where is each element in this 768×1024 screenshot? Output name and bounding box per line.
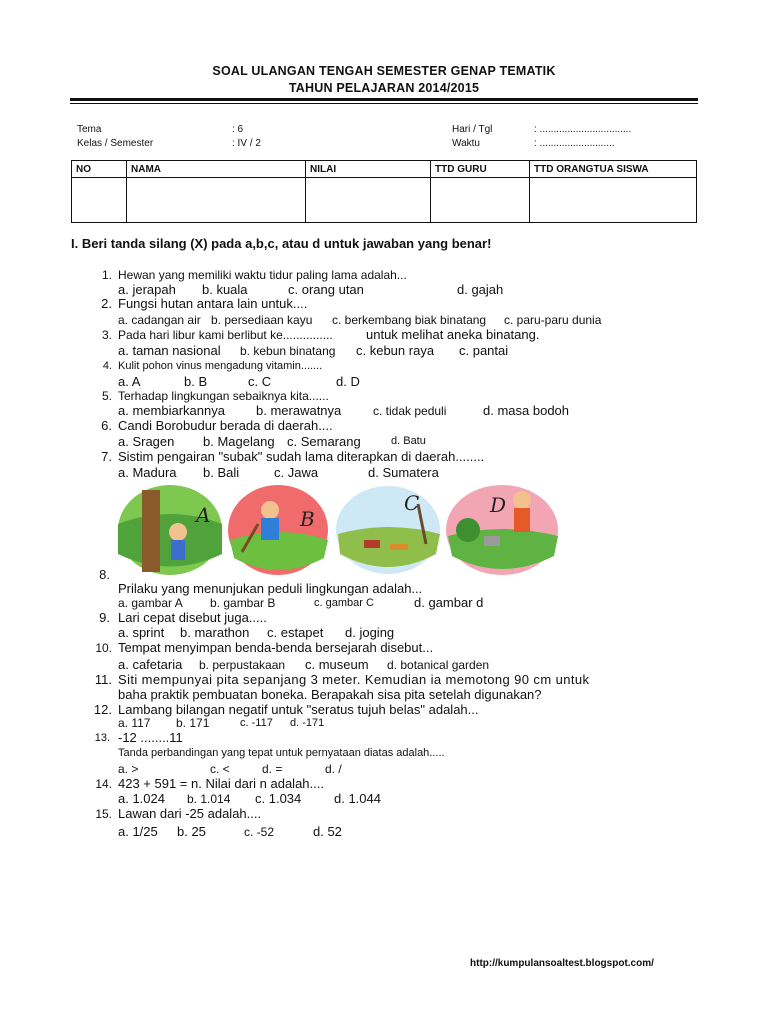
q4-option-c[interactable]: c. C [248, 374, 272, 389]
q9-option-c[interactable]: c. estapet [267, 625, 324, 640]
tema-value: : 6 [232, 124, 244, 135]
q9-option-d[interactable]: d. joging [345, 625, 395, 640]
q11-number: 11. [94, 672, 112, 687]
q1-number: 1. [101, 268, 112, 282]
picture-c-label: C [404, 491, 420, 515]
q13-option-d-eq[interactable]: d. = [262, 762, 283, 776]
q6-option-a[interactable]: a. Sragen [118, 434, 175, 449]
picture-c-trash [364, 540, 380, 548]
q1-option-b[interactable]: b. kuala [202, 282, 248, 297]
q13-option-d[interactable]: d. / [325, 762, 342, 776]
q8-option-d[interactable]: d. gambar d [414, 595, 484, 610]
q10-option-c[interactable]: c. museum [305, 657, 369, 672]
picture-b-child [261, 501, 279, 519]
q15-option-d[interactable]: d. 52 [313, 824, 342, 839]
q2-number: 2. [101, 296, 112, 311]
q6-option-c[interactable]: c. Semarang [287, 434, 361, 449]
q2-option-a[interactable]: a. cadangan air [118, 313, 201, 327]
q9-text: Lari cepat disebut juga..... [118, 610, 267, 625]
hari-label: Hari / Tgl [452, 124, 493, 135]
q2-option-c[interactable]: c. berkembang biak binatang [332, 313, 487, 327]
q14-text: 423 + 591 = n. Nilai dari n adalah.... [118, 776, 324, 791]
q1-option-c[interactable]: c. orang utan [288, 282, 364, 297]
q13-option-a[interactable]: a. > [118, 762, 139, 776]
q12-option-b[interactable]: b. 171 [176, 716, 210, 730]
q12-number: 12. [93, 702, 112, 717]
picture-d-plant [456, 518, 480, 542]
cell-nama[interactable] [127, 178, 306, 223]
picture-a-child-body [171, 540, 185, 560]
picture-a-label: A [196, 503, 211, 527]
picture-d-child [513, 491, 531, 509]
q1-option-a[interactable]: a. jerapah [118, 282, 176, 297]
picture-d-label: D [490, 493, 507, 517]
col-nama: NAMA [127, 161, 306, 178]
tema-label: Tema [77, 124, 102, 135]
q7-option-c[interactable]: c. Jawa [274, 465, 319, 480]
q1-text: Hewan yang memiliki waktu tidur paling lama adalah... [118, 268, 407, 282]
kelas-label: Kelas / Semester [77, 138, 154, 149]
picture-d-child-body [514, 508, 530, 532]
cell-no[interactable] [72, 178, 127, 223]
q2-option-b[interactable]: b. persediaan kayu [211, 313, 313, 327]
picture-c-trash-2 [390, 544, 408, 550]
q5-option-c[interactable]: c. tidak peduli [373, 404, 447, 418]
q14-option-c[interactable]: c. 1.034 [255, 791, 302, 806]
q3-text-b: untuk melihat aneka binatang. [366, 327, 540, 342]
q1-option-d[interactable]: d. gajah [457, 282, 504, 297]
q15-option-c[interactable]: c. -52 [244, 825, 275, 839]
q12-option-d[interactable]: d. -171 [290, 717, 325, 729]
q8-text: Prilaku yang menunjukan peduli lingkungan adalah... [118, 581, 423, 596]
q9-option-b[interactable]: b. marathon [180, 625, 250, 640]
picture-b [228, 485, 328, 575]
picture-b-label: B [300, 507, 315, 531]
q10-number: 10. [95, 641, 112, 655]
q4-text: Kulit pohon vinus mengadung vitamin....... [118, 360, 323, 372]
col-nilai: NILAI [306, 161, 431, 178]
q12-option-a[interactable]: a. 117 [118, 716, 151, 730]
q6-option-d[interactable]: d. Batu [391, 435, 426, 447]
q6-option-b[interactable]: b. Magelang [203, 434, 275, 449]
q11-line1: Siti mempunyai pita sepanjang 3 meter. Kemudian ia memotong 90 cm untuk [118, 672, 590, 687]
q3-option-b[interactable]: b. kebun binatang [240, 344, 336, 358]
picture-a [118, 485, 222, 575]
cell-nilai[interactable] [306, 178, 431, 223]
q14-option-a[interactable]: a. 1.024 [118, 791, 165, 806]
q9-number: 9. [99, 610, 110, 625]
q9-option-a[interactable]: a. sprint [118, 625, 165, 640]
q2-option-d[interactable]: c. paru-paru dunia [504, 313, 602, 327]
q2-text: Fungsi hutan antara lain untuk.... [118, 296, 308, 311]
q5-option-d[interactable]: d. masa bodoh [483, 403, 570, 418]
q3-option-d[interactable]: c. pantai [459, 343, 509, 358]
picture-d-watering-can [484, 536, 500, 546]
q3-option-c[interactable]: c. kebun raya [356, 343, 435, 358]
q10-option-b[interactable]: b. perpustakaan [199, 658, 286, 672]
q6-number: 6. [101, 418, 112, 433]
waktu-label: Waktu [452, 138, 480, 149]
q7-option-d[interactable]: d. Sumatera [368, 465, 439, 480]
picture-a-child [169, 523, 187, 541]
cell-ttd-ortu[interactable] [530, 178, 697, 223]
q5-text: Terhadap lingkungan sebaiknya kita...... [118, 389, 329, 403]
q7-number: 7. [101, 449, 112, 464]
instruction: I. Beri tanda silang (X) pada a,b,c, atau d untuk jawaban yang benar! [71, 236, 492, 251]
q12-option-c[interactable]: c. -117 [240, 717, 273, 729]
q4-option-d[interactable]: d. D [336, 374, 360, 389]
q6-text: Candi Borobudur berada di daerah.... [118, 418, 333, 433]
picture-d [446, 485, 558, 575]
q8-option-c[interactable]: c. gambar C [314, 597, 374, 609]
q8-option-a[interactable]: a. gambar A [118, 596, 183, 610]
q14-option-b[interactable]: b. 1.014 [187, 792, 231, 806]
q15-option-b[interactable]: b. 25 [177, 824, 206, 839]
q14-number: 14. [95, 777, 112, 791]
q4-number: 4. [102, 360, 112, 372]
picture-c [336, 486, 440, 574]
q5-option-a[interactable]: a. membiarkannya [118, 403, 225, 418]
q3-text-a: Pada hari libur kami berlibut ke............... [118, 328, 333, 342]
col-ttd-guru: TTD GURU [431, 161, 530, 178]
q7-text: Sistim pengairan "subak" sudah lama diterapkan di daerah........ [118, 449, 485, 464]
environment-pictures [118, 484, 568, 576]
q15-option-a[interactable]: a. 1/25 [118, 824, 158, 839]
page-subtitle: TAHUN PELAJARAN 2014/2015 [288, 81, 480, 95]
q13-subtext: Tanda perbandingan yang tepat untuk pernyataan diatas adalah..... [118, 747, 445, 759]
q14-option-d[interactable]: d. 1.044 [334, 791, 381, 806]
q7-option-a[interactable]: a. Madura [118, 465, 177, 480]
col-ttd-ortu: TTD ORANGTUA SISWA [530, 161, 697, 178]
kelas-value: : IV / 2 [232, 138, 261, 149]
waktu-value: : ........................... [534, 138, 615, 149]
q11-line2: baha praktik pembuatan boneka. Berapakah sisa pita setelah digunakan? [118, 687, 542, 702]
q10-option-a[interactable]: a. cafetaria [118, 657, 183, 672]
picture-a-tree-trunk [142, 490, 160, 572]
q10-text: Tempat menyimpan benda-benda bersejarah disebut... [118, 640, 434, 655]
header-rule [70, 98, 698, 101]
q15-text: Lawan dari -25 adalah.... [118, 806, 262, 821]
cell-ttd-guru[interactable] [431, 178, 530, 223]
page-title: SOAL ULANGAN TENGAH SEMESTER GENAP TEMATIK [212, 64, 556, 78]
q5-option-b[interactable]: b. merawatnya [256, 403, 342, 418]
q13-number: 13. [94, 732, 110, 744]
header-rule-thin [70, 103, 698, 104]
q8-number: 8. [99, 567, 110, 582]
q7-option-b[interactable]: b. Bali [203, 465, 240, 480]
col-no: NO [72, 161, 127, 178]
q4-option-b[interactable]: b. B [184, 374, 208, 389]
hari-value: : ................................. [534, 124, 632, 135]
q4-option-a[interactable]: a. A [118, 374, 141, 389]
q5-number: 5. [101, 389, 112, 403]
q3-number: 3. [101, 328, 112, 342]
q3-option-a[interactable]: a. taman nasional [118, 343, 221, 358]
picture-b-child-body [261, 518, 279, 540]
q8-option-b[interactable]: b. gambar B [210, 596, 276, 610]
q13-text: -12 ........11 [118, 730, 183, 745]
q15-number: 15. [95, 807, 112, 821]
q12-text: Lambang bilangan negatif untuk "seratus tujuh belas" adalah... [118, 702, 479, 717]
student-table [71, 160, 697, 223]
q10-option-d[interactable]: d. botanical garden [387, 658, 490, 672]
footer-url[interactable]: http://kumpulansoaltest.blogspot.com/ [470, 958, 654, 969]
q13-option-c[interactable]: c. < [210, 762, 230, 776]
